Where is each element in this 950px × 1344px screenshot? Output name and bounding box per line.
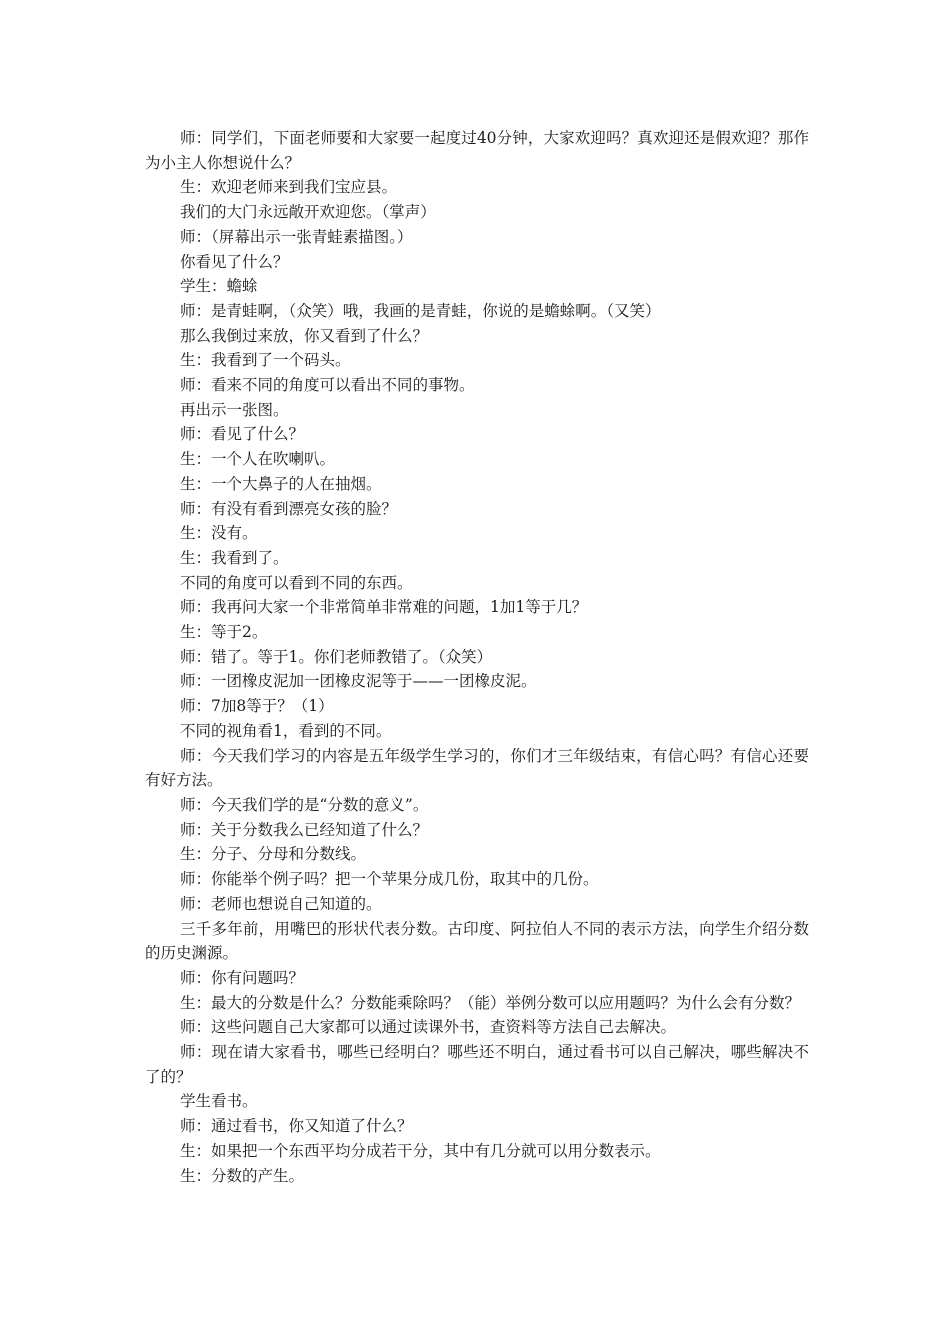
paragraph: 师：我再问大家一个非常简单非常难的问题，1加1等于几？ xyxy=(180,598,588,617)
paragraph: 师：关于分数我么已经知道了什么？ xyxy=(180,820,429,839)
paragraph: 师：一团橡皮泥加一团橡皮泥等于——一团橡皮泥。 xyxy=(180,672,537,691)
paragraph: 学生：蟾蜍 xyxy=(180,277,258,296)
paragraph: 师：今天我们学的是“分数的意义”。 xyxy=(180,795,429,814)
paragraph: 那么我倒过来放，你又看到了什么？ xyxy=(180,326,429,345)
paragraph: 生：一个人在吹喇叭。 xyxy=(180,450,336,469)
paragraph: 不同的角度可以看到不同的东西。 xyxy=(180,573,413,592)
paragraph: 三千多年前，用嘴巴的形状代表分数。古印度、阿拉伯人不同的表示方法，向学生介绍分数的历史渊源。 xyxy=(145,919,809,963)
paragraph: 生：如果把一个东西平均分成若干分，其中有几分就可以用分数表示。 xyxy=(180,1141,661,1160)
paragraph: 我们的大门永远敞开欢迎您。（掌声） xyxy=(180,203,436,222)
paragraph: 师：你有问题吗？ xyxy=(180,968,305,987)
paragraph: 学生看书。 xyxy=(180,1092,258,1111)
paragraph: 生：分子、分母和分数线。 xyxy=(180,845,367,864)
paragraph: 生：最大的分数是什么？分数能乘除吗？（能）举例分数可以应用题吗？为什么会有分数？ xyxy=(180,993,801,1012)
paragraph: 师：今天我们学习的内容是五年级学生学习的，你们才三年级结束，有信心吗？有信心还要有好方法。 xyxy=(145,746,809,790)
paragraph: 生：分数的产生。 xyxy=(180,1166,305,1185)
paragraph: 不同的视角看1，看到的不同。 xyxy=(180,721,392,740)
paragraph: 生：我看到了一个码头。 xyxy=(180,351,351,370)
paragraph: 师：这些问题自己大家都可以通过读课外书，查资料等方法自己去解决。 xyxy=(180,1018,677,1037)
paragraph: 师：7加8等于？（1） xyxy=(180,697,334,716)
paragraph: 生：我看到了。 xyxy=(180,548,289,567)
paragraph: 师：错了。等于1。你们老师教错了。（众笑） xyxy=(180,647,493,666)
paragraph: 师：你能举个例子吗？把一个苹果分成几份，取其中的几份。 xyxy=(180,870,599,889)
paragraph: 生：欢迎老师来到我们宝应县。 xyxy=(180,178,398,197)
paragraph: 师：看见了什么？ xyxy=(180,425,305,444)
paragraph: 生：没有。 xyxy=(180,524,258,543)
paragraph: 师：现在请大家看书，哪些已经明白？哪些还不明白，通过看书可以自己解决，哪些解决不了的？ xyxy=(145,1043,809,1086)
paragraph: 再出示一张图。 xyxy=(180,400,289,419)
paragraph: 生：一个大鼻子的人在抽烟。 xyxy=(180,474,382,493)
paragraph: 师：同学们，下面老师要和大家要一起度过40分钟，大家欢迎吗？真欢迎还是假欢迎？那作为小主人你想说什么？ xyxy=(145,129,809,172)
paragraph: 师：（屏幕出示一张青蛙素描图。） xyxy=(180,227,413,246)
document-body xyxy=(145,126,809,1188)
paragraph: 生：等于2。 xyxy=(180,623,268,642)
paragraph: 师：老师也想说自己知道的。 xyxy=(180,894,382,913)
paragraph: 师：是青蛙啊，（众笑）哦，我画的是青蛙，你说的是蟾蜍啊。（又笑） xyxy=(180,301,661,320)
paragraph: 师：有没有看到漂亮女孩的脸？ xyxy=(180,499,398,518)
paragraph: 师：通过看书，你又知道了什么？ xyxy=(180,1117,413,1136)
paragraph: 师：看来不同的角度可以看出不同的事物。 xyxy=(180,376,475,395)
paragraph: 你看见了什么？ xyxy=(180,252,289,271)
